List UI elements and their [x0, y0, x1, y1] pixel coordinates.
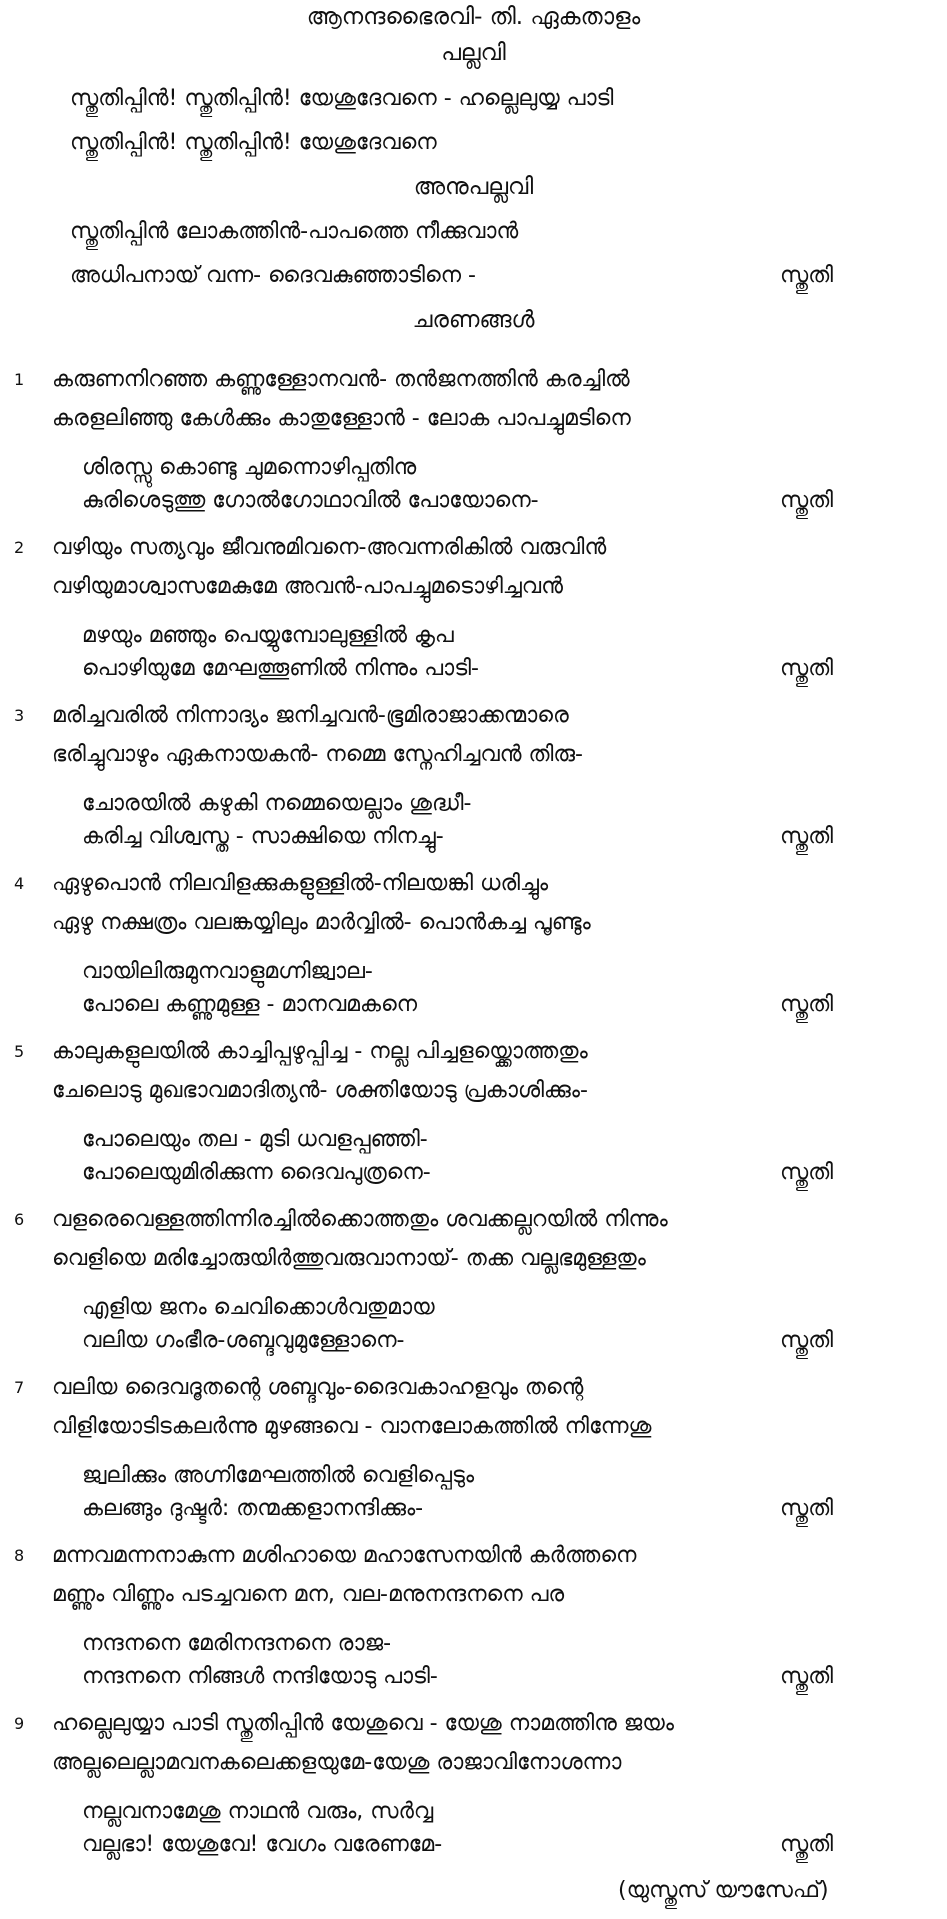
- stanza-number: 2: [14, 538, 25, 557]
- stanza-number: 9: [14, 1714, 25, 1733]
- stanza-line: വായിലിരുമുനവാളുമഗ്നിജ്വാല-: [82, 959, 373, 984]
- pallavi-line: സ്തുതിപ്പിൻ! സ്തുതിപ്പിൻ! യേശുദേവനെ: [70, 130, 437, 155]
- stanza-line: നന്ദനനെ നിങ്ങൾ നന്ദിയോടു പാടി-: [82, 1664, 438, 1689]
- stanza-line: ശിരസ്സു കൊണ്ടു ചുമന്നൊഴിപ്പതിനു: [82, 455, 417, 480]
- refrain-label: സ്തുതി: [780, 656, 834, 681]
- stanza-line: കരുണനിറഞ്ഞ കണ്ണുള്ളോനവൻ- തൻജനത്തിൻ കരച്ചിൽ: [52, 367, 630, 392]
- stanza-line: ഭരിച്ചുവാഴും ഏകനായകൻ- നമ്മെ സ്നേഹിച്ചവൻ തിരു-: [52, 742, 583, 767]
- stanza-line: പോലെയുമിരിക്കുന്ന ദൈവപുത്രനെ-: [82, 1160, 431, 1185]
- author-credit: (യുസ്തുസ് യൗസേഫ്): [618, 1878, 829, 1903]
- refrain-label: സ്തുതി: [780, 1160, 834, 1185]
- stanza-line: അല്ലലെല്ലാമവനകലെക്കളയുമേ-യേശു രാജാവിനോശന്നാ: [52, 1750, 622, 1775]
- stanza-line: വിളിയോടിടകലർന്നു മുഴങ്ങവെ - വാനലോകത്തിൽ നിന്നേശു: [52, 1414, 652, 1439]
- stanza-line: പൊഴിയുമേ മേഘത്തൂണിൽ നിന്നും പാടി-: [82, 656, 479, 681]
- stanza-line: ജ്വലിക്കും അഗ്നിമേഘത്തിൽ വെളിപ്പെടും: [82, 1463, 475, 1488]
- stanza-number: 1: [14, 370, 25, 389]
- refrain-label: സ്തുതി: [780, 263, 834, 288]
- stanza-line: മഴയും മഞ്ഞും പെയ്യുമ്പോലുള്ളിൽ കൃപ: [82, 623, 454, 648]
- stanza-line: വല്ലഭാ! യേശുവേ! വേഗം വരേണമേ-: [82, 1832, 443, 1857]
- stanza-line: പോലെയും തല - മുടി ധവളപ്പഞ്ഞി-: [82, 1127, 428, 1152]
- refrain-label: സ്തുതി: [780, 1328, 834, 1353]
- stanza-line: വെളിയെ മരിച്ചോരുയിർത്തുവരുവാനായ്- തക്ക വല്ലഭമുള്ളതും: [52, 1246, 646, 1271]
- stanza-line: വലിയ ഗംഭീര-ശബ്ദവുമുള്ളോനെ-: [82, 1328, 405, 1353]
- stanza-line: മന്നവമന്നനാകുന്ന മശിഹായെ മഹാസേനയിൻ കർത്തനെ: [52, 1543, 637, 1568]
- stanza-number: 5: [14, 1042, 25, 1061]
- stanza-number: 7: [14, 1378, 25, 1397]
- stanza-line: വഴിയും സത്യവും ജീവനുമിവനെ-അവന്നരികിൽ വരുവിൻ: [52, 535, 607, 560]
- stanza-number: 4: [14, 874, 25, 893]
- stanza-line: എളിയ ജനം ചെവിക്കൊൾവതുമായ: [82, 1295, 435, 1320]
- refrain-label: സ്തുതി: [780, 1496, 834, 1521]
- refrain-label: സ്തുതി: [780, 824, 834, 849]
- stanza-line: ചേലൊടു മുഖഭാവമാദിത്യൻ- ശക്തിയോടു പ്രകാശിക്കും-: [52, 1078, 588, 1103]
- anupallavi-heading: അനുപല്ലവി: [413, 174, 534, 200]
- stanza-line: കുരിശെടുത്തു ഗോൽഗോഥാവിൽ പോയോനെ-: [82, 488, 539, 513]
- refrain-label: സ്തുതി: [780, 1832, 834, 1857]
- stanza-line: വളരെവെള്ളത്തിന്നിരച്ചിൽക്കൊത്തതും ശവക്കല്ലറയിൽ നിന്നും: [52, 1207, 668, 1232]
- stanza-number: 8: [14, 1546, 25, 1565]
- stanza-line: കലങ്ങും ദുഷ്ടർ: തന്മക്കളാനന്ദിക്കും-: [82, 1496, 424, 1521]
- pallavi-line: സ്തുതിപ്പിൻ! സ്തുതിപ്പിൻ! യേശുദേവനെ - ഹല്ലെലുയ്യ പാടി: [70, 86, 614, 111]
- stanza-line: നല്ലവനാമേശു നാഥൻ വരും, സർവ്വ: [82, 1799, 434, 1824]
- stanza-line: മരിച്ചവരിൽ നിന്നാദ്യം ജനിച്ചവൻ-ഭൂമിരാജാക്കന്മാരെ: [52, 703, 569, 728]
- stanza-line: വലിയ ദൈവദൂതന്റെ ശബ്ദവും-ദൈവകാഹളവും തന്റെ: [52, 1375, 584, 1400]
- refrain-label: സ്തുതി: [780, 488, 834, 513]
- stanza-line: ഏഴുപൊൻ നിലവിളക്കുകളുള്ളിൽ-നിലയങ്കി ധരിച്ചും: [52, 871, 549, 896]
- anupallavi-line: സ്തുതിപ്പിൻ ലോകത്തിൻ-പാപത്തെ നീക്കുവാൻ: [70, 219, 519, 244]
- refrain-label: സ്തുതി: [780, 1664, 834, 1689]
- stanza-number: 6: [14, 1210, 25, 1229]
- stanza-line: നന്ദനനെ മേരിനന്ദനനെ രാജ-: [82, 1631, 392, 1656]
- charanangal-heading: ചരണങ്ങൾ: [412, 307, 535, 333]
- pallavi-heading: പല്ലവി: [441, 40, 506, 66]
- stanza-line: ഹല്ലെലുയ്യാ പാടി സ്തുതിപ്പിൻ യേശുവെ - യേശു നാമത്തിനു ജയം: [52, 1711, 674, 1736]
- stanza-number: 3: [14, 706, 25, 725]
- stanza-line: കരളലിഞ്ഞു കേൾക്കും കാതുള്ളോൻ - ലോക പാപച്ചുമടിനെ: [52, 406, 631, 431]
- stanza-line: മണ്ണും വിണ്ണും പടച്ചവനെ മന, വല-മനുനന്ദനനെ പര: [52, 1582, 565, 1607]
- stanza-line: വഴിയുമാശ്വാസമേകുമേ അവൻ-പാപച്ചുമടൊഴിച്ചവൻ: [52, 574, 563, 599]
- anupallavi-line: അധിപനായ് വന്ന- ദൈവകുഞ്ഞാടിനെ -: [70, 263, 476, 288]
- stanza-line: കരിച്ച വിശ്വസ്ത - സാക്ഷിയെ നിനച്ചു-: [82, 824, 444, 849]
- stanza-line: കാലുകളുലയിൽ കാച്ചിപ്പഴുപ്പിച്ച - നല്ല പിച്ചളയ്ക്കൊത്തതും: [52, 1039, 588, 1064]
- raga-tala-heading: ആനന്ദഭൈരവി- തി. ഏകതാളം: [306, 4, 641, 30]
- refrain-label: സ്തുതി: [780, 992, 834, 1017]
- stanza-line: പോലെ കണ്ണുമുള്ള - മാനവമകനെ: [82, 992, 418, 1017]
- stanza-line: ചോരയിൽ കഴുകി നമ്മെയെല്ലാം ശുദ്ധീ-: [82, 791, 472, 816]
- stanza-line: ഏഴു നക്ഷത്രം വലങ്കയ്യിലും മാർവ്വിൽ- പൊൻകച്ച പൂണ്ടും: [52, 910, 591, 935]
